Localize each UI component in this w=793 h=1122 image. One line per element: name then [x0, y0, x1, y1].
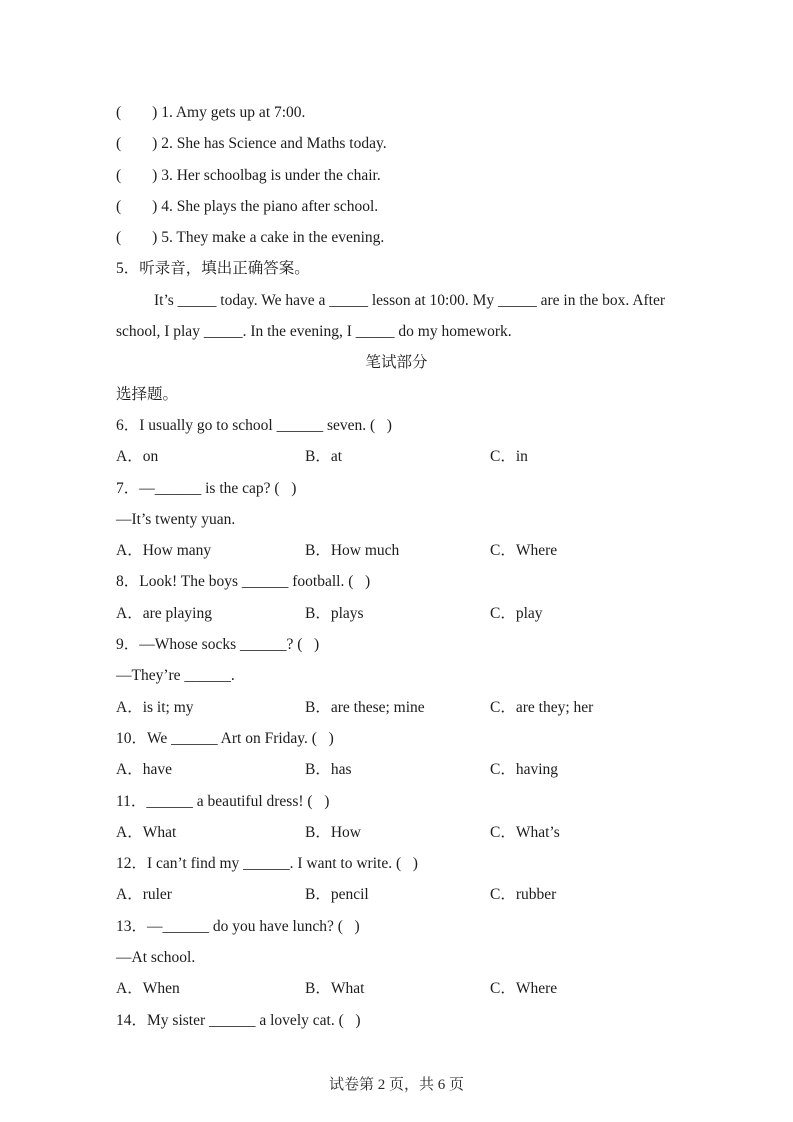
- listening-q5-prompt: 5．听录音，填出正确答案。: [116, 260, 310, 278]
- question-8-option-c: C．play: [490, 604, 543, 622]
- question-9-option-a: A．is it; my: [116, 698, 194, 716]
- tf-item-2: ( ) 2. She has Science and Maths today.: [116, 135, 387, 153]
- question-11-option-a: A．What: [116, 823, 177, 841]
- question-11-stem: 11．______ a beautiful dress! ( ): [116, 792, 330, 810]
- question-10-option-c: C．having: [490, 761, 559, 779]
- question-8-option-b: B．plays: [305, 604, 364, 622]
- question-8-options: [116, 598, 677, 629]
- question-6-option-b: B．at: [305, 448, 343, 466]
- question-9-followup: —They’re ______.: [116, 667, 235, 685]
- question-13-option-b: B．What: [305, 980, 365, 998]
- question-12-options: [116, 879, 677, 910]
- question-13-option-a: A．When: [116, 980, 180, 998]
- question-10-stem: 10．We ______ Art on Friday. ( ): [116, 729, 334, 747]
- question-8-option-a: A．are playing: [116, 604, 212, 622]
- question-11-option-c: C．What’s: [490, 823, 560, 841]
- question-10-option-a: A．have: [116, 761, 172, 779]
- tf-item-4: ( ) 4. She plays the piano after school.: [116, 197, 379, 215]
- question-10-options: [116, 754, 677, 785]
- question-6-option-a: A．on: [116, 448, 159, 466]
- question-9-option-b: B．are these; mine: [305, 698, 425, 716]
- question-13-option-c: C．Where: [490, 980, 558, 998]
- section-title: 笔试部分: [365, 354, 428, 372]
- question-11-options: [116, 817, 677, 848]
- cloze-passage-line-1: It’s _____ today. We have a _____ lesson at 10:00. My _____ are in the box. After: [154, 291, 666, 309]
- question-13-followup: —At school.: [116, 949, 196, 967]
- tf-item-5: ( ) 5. They make a cake in the evening.: [116, 229, 385, 247]
- question-11-option-b: B．How: [305, 823, 361, 841]
- subsection-title: 选择题。: [116, 385, 179, 403]
- question-6-stem: 6．I usually go to school ______ seven. ( ): [116, 416, 392, 434]
- question-12-option-b: B．pencil: [305, 886, 369, 904]
- question-7-option-b: B．How much: [305, 542, 400, 560]
- tf-item-3: ( ) 3. Her schoolbag is under the chair.: [116, 166, 381, 184]
- question-7-option-a: A．How many: [116, 542, 212, 560]
- cloze-passage-line-2: school, I play _____. In the evening, I _____ do my homework.: [116, 323, 512, 341]
- question-8-stem: 8．Look! The boys ______ football. ( ): [116, 573, 371, 591]
- question-12-stem: 12．I can’t find my ______. I want to write. ( ): [116, 855, 418, 873]
- question-10-option-b: B．has: [305, 761, 352, 779]
- question-12-option-a: A．ruler: [116, 886, 172, 904]
- page-content: [116, 97, 677, 1036]
- question-13-options: [116, 973, 677, 1004]
- question-9-stem: 9．—Whose socks ______? ( ): [116, 636, 320, 654]
- question-6-option-c: C．in: [490, 448, 528, 466]
- question-9-options: [116, 692, 677, 723]
- question-7-followup: —It’s twenty yuan.: [116, 510, 236, 528]
- question-14-stem: 14．My sister ______ a lovely cat. ( ): [116, 1011, 361, 1029]
- question-12-option-c: C．rubber: [490, 886, 557, 904]
- question-6-options: [116, 441, 677, 472]
- question-7-option-c: C．Where: [490, 542, 558, 560]
- question-7-stem: 7．—______ is the cap? ( ): [116, 479, 297, 497]
- question-9-option-c: C．are they; her: [490, 698, 594, 716]
- tf-item-1: ( ) 1. Amy gets up at 7:00.: [116, 104, 306, 121]
- question-13-stem: 13．—______ do you have lunch? ( ): [116, 917, 360, 935]
- question-7-options: [116, 535, 677, 566]
- page-footer: 试卷第 2 页，共 6 页: [328, 1077, 464, 1093]
